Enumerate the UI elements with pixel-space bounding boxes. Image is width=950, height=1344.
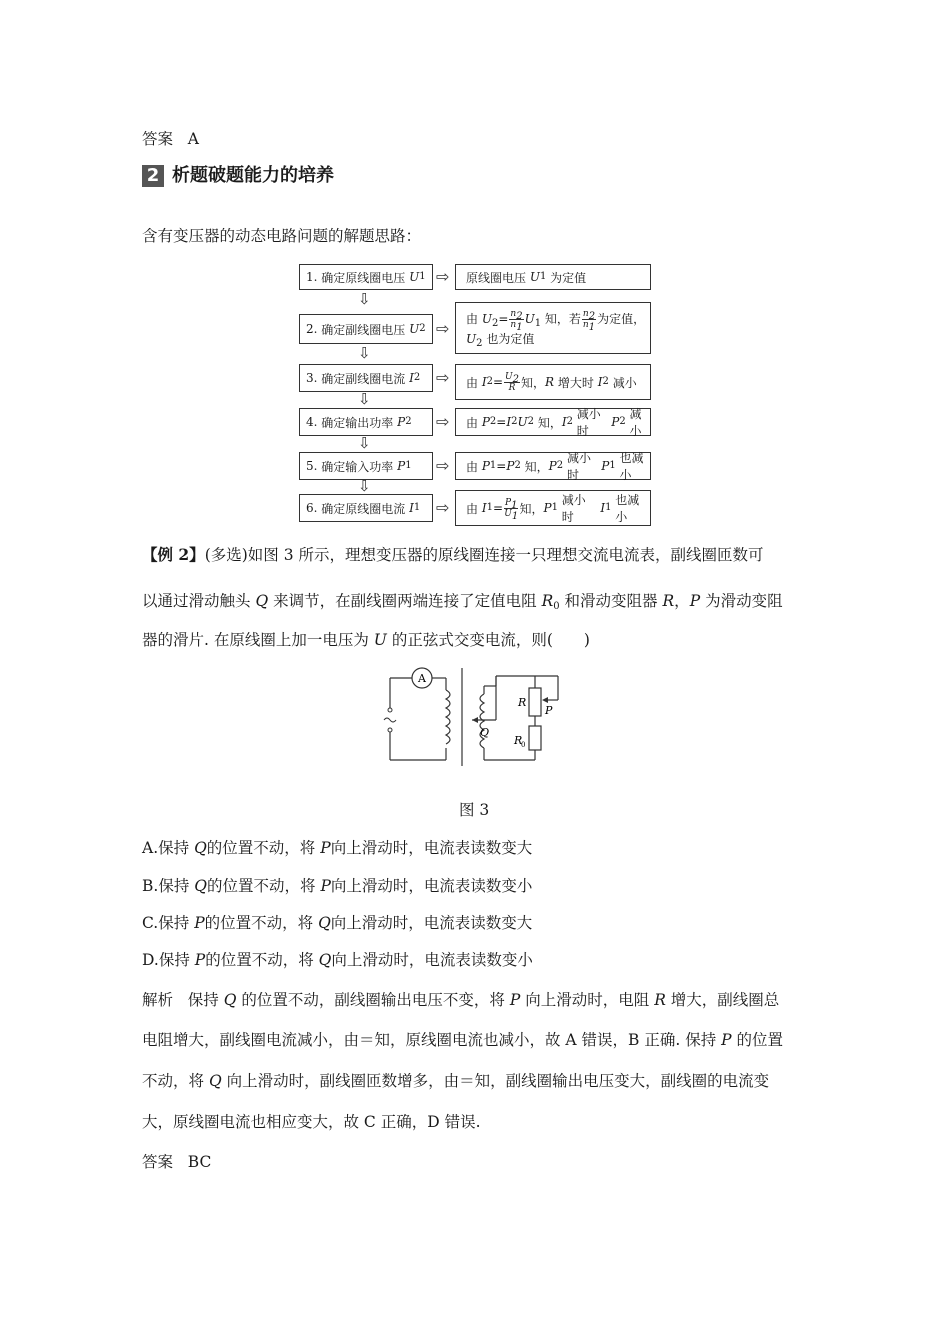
flow-step-3: 3. 确定副线圈电流 I 2 bbox=[299, 364, 433, 392]
slider-q-arrow-icon bbox=[472, 717, 478, 723]
step-number: 2. bbox=[306, 322, 318, 336]
answer-value: BC bbox=[187, 1153, 212, 1171]
example-line-1: 【例 2】(多选)如图 3 所示，理想变压器的原线圈连接一只理想交流电流表，副线圈匝数可 bbox=[142, 545, 764, 564]
flow-result-4: 由 P 2 = I 2 U 2 知， I 2 减小时 P 2 减小 bbox=[455, 408, 651, 436]
analysis-line-2: 电阻增大，副线圈电流减小，由＝知，原线圈电流也减小，故 A 错误，B 正确. 保持 P 的位置 bbox=[142, 1031, 784, 1049]
answer-label: 答案 bbox=[142, 130, 174, 148]
step-text: 确定输入功率 bbox=[321, 459, 394, 474]
step-number: 4. bbox=[306, 415, 318, 429]
step-symbol: U bbox=[409, 270, 420, 284]
step-number: 6. bbox=[306, 501, 318, 515]
terminal-icon bbox=[388, 728, 392, 732]
label-r0: R bbox=[514, 734, 523, 747]
flow-step-2: 2. 确定副线圈电压 U 2 bbox=[299, 314, 433, 344]
flow-step-1: 1. 确定原线圈电压 U 1 bbox=[299, 264, 433, 290]
step-number: 1. bbox=[306, 270, 318, 284]
step-number: 5. bbox=[306, 459, 318, 473]
right-arrow-icon: ⇨ bbox=[436, 456, 450, 475]
step-symbol: P bbox=[397, 459, 406, 473]
down-arrow-icon: ⇩ bbox=[358, 344, 371, 362]
ammeter-label: A bbox=[418, 672, 426, 685]
step-text: 确定输出功率 bbox=[321, 415, 394, 430]
section-title: 析题破题能力的培养 bbox=[172, 165, 334, 186]
flow-step-6: 6. 确定原线圈电流 I 1 bbox=[299, 494, 433, 522]
flow-result-3: 由 I 2 = $\frac{U_2}{R}$ 知， R 增大时 I 2 减小 bbox=[455, 364, 651, 400]
analysis-line-1: 解析 保持 Q 的位置不动，副线圈输出电压不变，将 P 向上滑动时，电阻 R 增大，副线圈总 bbox=[142, 991, 780, 1009]
answer-line bbox=[142, 129, 199, 149]
figure-caption: 图 3 bbox=[459, 801, 490, 819]
flow-result-1: 原线圈电压 U 1 为定值 bbox=[455, 264, 651, 290]
step-symbol: P bbox=[397, 415, 406, 429]
flow-result-6: 由 I 1 = $\frac{P_1}{U_1}$ 知， P 1 减小时 I 1 也减小 bbox=[455, 490, 651, 526]
example-line-2: 以通过滑动触头 Q 来调节，在副线圈两端连接了定值电阻 $R_0$ 和滑动变阻器 R，P 为滑动变阻 bbox=[142, 592, 783, 612]
example-tag: 【例 2】 bbox=[142, 545, 205, 564]
down-arrow-icon: ⇩ bbox=[358, 390, 371, 408]
analysis-line-3: 不动，将 Q 向上滑动时，副线圈匝数增多，由＝知，副线圈输出电压变大，副线圈的电流变 bbox=[142, 1072, 770, 1090]
example-line-3: 器的滑片. 在原线圈上加一电压为 U 的正弦式交变电流，则( ) bbox=[142, 631, 590, 649]
terminal-icon bbox=[388, 708, 392, 712]
option-c: C.保持 P的位置不动，将 Q向上滑动时，电流表读数变大 bbox=[142, 914, 533, 932]
option-a: A.保持 Q的位置不动，将 P向上滑动时，电流表读数变大 bbox=[142, 839, 533, 857]
label-r0-sub: 0 bbox=[521, 741, 526, 749]
flow-step-4: 4. 确定输出功率 P 2 bbox=[299, 408, 433, 436]
step-text: 确定原线圈电压 bbox=[321, 270, 406, 285]
option-d: D.保持 P的位置不动，将 Q向上滑动时，电流表读数变小 bbox=[142, 951, 533, 969]
step-text: 确定原线圈电流 bbox=[321, 501, 406, 516]
label-p: P bbox=[545, 704, 553, 717]
section-number-badge: 2 bbox=[142, 165, 164, 187]
step-symbol: I bbox=[409, 371, 414, 385]
label-r: R bbox=[518, 696, 527, 709]
answer-label: 答案 bbox=[142, 1153, 174, 1171]
right-arrow-icon: ⇨ bbox=[436, 267, 450, 286]
flow-result-2: 由 $U_2=$ $\frac{n_2}{n_1}$ $U_1$ 知，若 $\frac{n_2}{n_1}$ 为定值， $U_2$ 也为定值 bbox=[455, 302, 651, 354]
step-symbol: I bbox=[409, 501, 414, 515]
circuit-diagram bbox=[380, 662, 580, 768]
flow-result-5: 由 P 1 = P 2 知， P 2 减小时 P 1 也减小 bbox=[455, 452, 651, 480]
label-q: Q bbox=[480, 726, 490, 739]
down-arrow-icon: ⇩ bbox=[358, 434, 371, 452]
answer-value: A bbox=[187, 130, 199, 148]
step-text: 确定副线圈电流 bbox=[321, 371, 406, 386]
answer-line-2 bbox=[142, 1152, 211, 1172]
step-symbol: U bbox=[409, 322, 420, 336]
analysis-line-4: 大，原线圈电流也相应变大，故 C 正确，D 错误. bbox=[142, 1113, 481, 1131]
intro-text: 含有变压器的动态电路问题的解题思路： bbox=[142, 227, 422, 245]
analysis-label: 解析 bbox=[142, 991, 174, 1009]
right-arrow-icon: ⇨ bbox=[436, 319, 450, 338]
down-arrow-icon: ⇩ bbox=[358, 290, 371, 308]
step-text: 确定副线圈电压 bbox=[321, 322, 406, 337]
ac-source-icon bbox=[384, 718, 396, 722]
down-arrow-icon: ⇩ bbox=[358, 477, 371, 495]
slider-p-arrow-icon bbox=[542, 697, 548, 703]
right-arrow-icon: ⇨ bbox=[436, 498, 450, 517]
step-number: 3. bbox=[306, 371, 318, 385]
right-arrow-icon: ⇨ bbox=[436, 368, 450, 387]
option-b: B.保持 Q的位置不动，将 P向上滑动时，电流表读数变小 bbox=[142, 877, 533, 895]
flow-step-5: 5. 确定输入功率 P 1 bbox=[299, 452, 433, 480]
right-arrow-icon: ⇨ bbox=[436, 412, 450, 431]
